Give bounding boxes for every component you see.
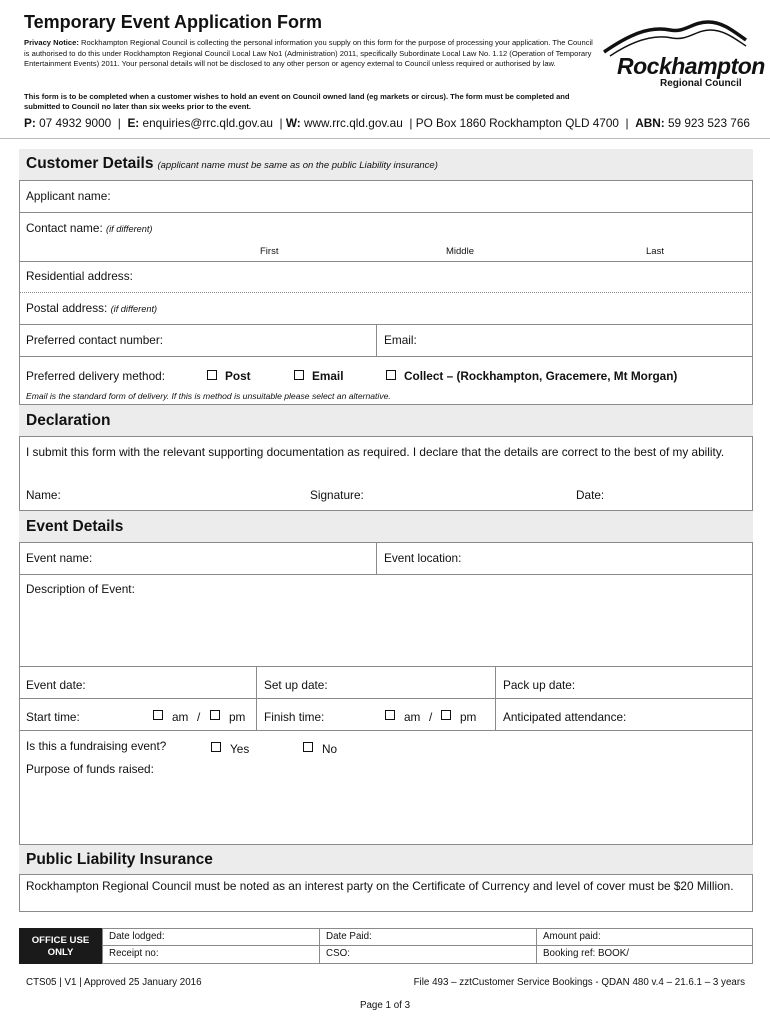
divider [376,325,377,356]
post-checkbox[interactable] [207,370,217,380]
finish-pm-label: pm [460,710,477,724]
document-version: CTS05 | V1 | Approved 25 January 2016 [26,977,202,988]
declaration-heading: Declaration [26,412,111,429]
council-contact-line: P: 07 4932 9000 | E: enquiries@rrc.qld.gov.au | W: www.rrc.qld.gov.au | PO Box 1860 Rockhampton QLD 4700 | ABN: 59 923 523 766 [24,116,750,130]
applicant-name-label: Applicant name: [26,189,111,203]
email-option-label: Email [312,369,344,383]
email-label: E: [127,116,140,130]
divider [256,699,257,730]
fundraising-yes-checkbox[interactable] [211,742,221,752]
web-label: W: [285,116,301,130]
event-times-row [19,699,753,731]
public-liability-heading: Public Liability Insurance [26,851,213,868]
start-pm-label: pm [229,710,246,724]
middle-name-caption: Middle [446,246,474,257]
customer-details-note: (applicant name must be same as on the public Liability insurance) [157,160,438,171]
privacy-text: Rockhampton Regional Council is collecting the personal information you supply on this form for the purpose of processing your application. The Council is authorised to do this under Rockhampton Regional Council Local Law No1 (Administration) 2011, specifically Subordinate Local Law No. 1.12 (Operation of Temporary Entertainment Events) 2011. Your personal details will not be disclosed to any other person or agency external to Council unless required or authorised by law. [24,38,593,69]
email-checkbox[interactable] [294,370,304,380]
office-use-table [19,928,753,964]
contact-name-label [26,221,152,235]
fundraising-no-checkbox[interactable] [303,742,313,752]
start-am-label: am [172,710,189,724]
amount-paid-cell[interactable]: Amount paid: [536,928,753,946]
delivery-method-label: Preferred delivery method: [26,369,166,383]
packup-date-label: Pack up date: [503,678,576,692]
contact-number-email-row [19,325,753,357]
declaration-header [19,405,753,437]
divider [495,699,496,730]
last-name-caption: Last [646,246,664,257]
event-details-header [19,511,753,543]
declaration-signature-label: Signature: [310,488,364,502]
privacy-label: Privacy Notice: [24,38,79,47]
residential-address-label: Residential address: [26,269,133,283]
start-slash: / [197,710,201,724]
cso-cell[interactable]: CSO: [319,946,536,964]
contact-name-text: Contact name: [26,221,103,235]
divider [376,543,377,574]
attendance-label: Anticipated attendance: [503,710,627,724]
abn-number: 59 923 523 766 [667,116,750,130]
public-liability-header [19,845,753,875]
fundraising-row [19,731,753,845]
fundraising-label: Is this a fundraising event? [26,739,167,753]
first-name-caption: First [260,246,279,257]
fundraising-yes-label: Yes [230,742,250,756]
event-name-location-row [19,543,753,575]
event-details-heading: Event Details [26,518,124,535]
finish-time-label: Finish time: [264,710,325,724]
postal-address-row[interactable] [19,293,753,325]
applicant-name-row[interactable] [19,181,753,213]
logo-subtitle: Regional Council [660,78,742,89]
event-description-row[interactable] [19,575,753,667]
declaration-name-label: Name: [26,488,61,502]
event-dates-row [19,667,753,699]
booking-ref-cell[interactable]: Booking ref: BOOK/ [536,946,753,964]
office-use-badge: OFFICE USE ONLY [19,928,102,964]
contact-name-row[interactable] [19,213,753,262]
event-name-label: Event name: [26,551,93,565]
delivery-note: Email is the standard form of delivery. If this is method is unsuitable please select an alternative. [26,391,391,401]
privacy-notice [24,38,599,70]
submission-notice: This form is to be completed when a customer wishes to hold an event on Council owned land (eg markets or circus). The form must be completed and submitted to Council no later than six weeks prior to the event. [24,92,570,112]
file-reference: File 493 – zztCustomer Service Bookings - QDAN 480 v.4 – 21.6.1 – 3 years [413,977,745,988]
fundraising-no-label: No [322,742,338,756]
collect-checkbox[interactable] [386,370,396,380]
residential-address-row[interactable] [19,262,753,293]
phone-label: P: [24,116,36,130]
customer-details-heading [26,155,438,173]
start-pm-checkbox[interactable] [210,710,220,720]
event-date-label: Event date: [26,678,86,692]
post-option-label: Post [225,369,251,383]
page-number: Page 1 of 3 [359,1000,411,1011]
contact-if-different: (if different) [106,224,153,234]
finish-pm-checkbox[interactable] [441,710,451,720]
start-time-label: Start time: [26,710,80,724]
funds-purpose-label: Purpose of funds raised: [26,762,154,776]
event-description-label: Description of Event: [26,582,135,596]
abn-label: ABN: [635,116,665,130]
postal-address-text: Postal address: [26,301,108,315]
council-website[interactable]: www.rrc.qld.gov.au [304,116,403,130]
declaration-date-label: Date: [576,488,605,502]
header-divider [0,138,770,139]
po-box: PO Box 1860 Rockhampton QLD 4700 [415,116,619,130]
phone-number: 07 4932 9000 [39,116,112,130]
public-liability-text: Rockhampton Regional Council must be noted as an interest party on the Certificate of Currency and level of cover must be $20 Million. [26,879,734,893]
delivery-method-row [19,357,753,405]
email-field-label: Email: [384,333,417,347]
setup-date-label: Set up date: [264,678,328,692]
date-paid-cell[interactable]: Date Paid: [319,928,536,946]
receipt-no-cell[interactable]: Receipt no: [102,946,319,964]
divider [495,667,496,698]
finish-am-checkbox[interactable] [385,710,395,720]
council-email[interactable]: enquiries@rrc.qld.gov.au [142,116,273,130]
finish-am-label: am [404,710,421,724]
preferred-contact-label: Preferred contact number: [26,333,164,347]
postal-address-label [26,301,157,315]
finish-slash: / [429,710,433,724]
customer-details-title: Customer Details [26,155,154,172]
divider [256,667,257,698]
form-title: Temporary Event Application Form [24,12,323,32]
declaration-text: I submit this form with the relevant supporting documentation as required. I declare that the details are correct to the best of my ability. [26,445,725,459]
logo-wordmark: Rockhampton [617,53,765,79]
event-location-label: Event location: [384,551,462,565]
customer-details-header [19,149,753,181]
collect-option-label: Collect – (Rockhampton, Gracemere, Mt Morgan) [404,369,678,383]
postal-if-different: (if different) [110,304,158,314]
date-lodged-cell[interactable]: Date lodged: [102,928,319,946]
start-am-checkbox[interactable] [153,710,163,720]
